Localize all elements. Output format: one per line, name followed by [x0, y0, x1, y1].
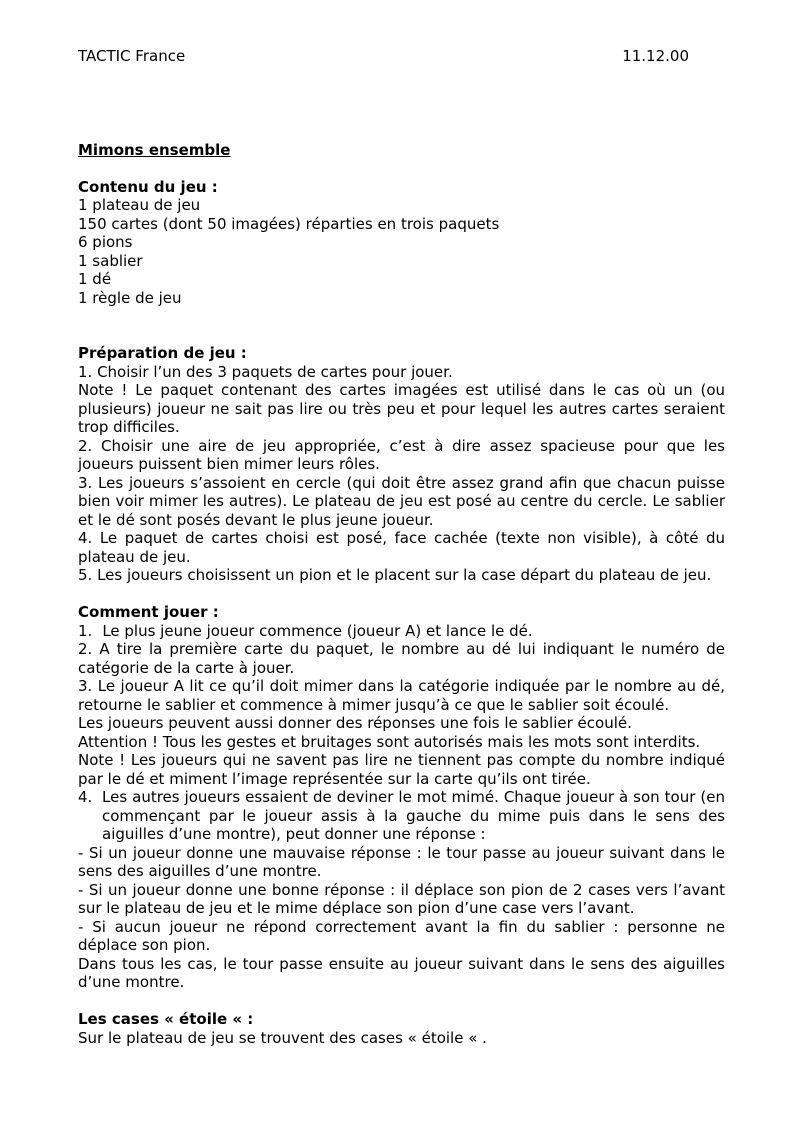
contents-item: 1 dé — [78, 270, 112, 288]
stars-text: Sur le plateau de jeu se trouvent des cases « étoile « . — [78, 1028, 487, 1047]
step-number: 1. — [78, 621, 93, 640]
preparation-paragraph: 4. Le paquet de cartes choisi est posé, face cachée (texte non visible), à côté du plateau de jeu. — [78, 529, 725, 566]
contents-item: 1 règle de jeu — [78, 288, 182, 307]
preparation-paragraph: 5. Les joueurs choisissent un pion et le placent sur la case départ du plateau de jeu. — [78, 566, 712, 584]
howto-paragraph: - Si un joueur donne une bonne réponse : il déplace son pion de 2 cases vers l’avant sur le plateau de jeu et le mime déplace son pion d’une case vers l’avant. — [78, 880, 725, 917]
preparation-paragraph: Note ! Le paquet contenant des cartes imagées est utilisé dans le cas où un (ou plusieurs) joueur ne sait pas lire ou très peu et pour lequel les autres cartes seraient trop difficiles. — [78, 381, 725, 436]
contents-item: 150 cartes (dont 50 imagées) réparties en trois paquets — [78, 214, 500, 233]
howto-paragraph: Note ! Les joueurs qui ne savent pas lire ne tiennent pas compte du nombre indiqué par le dé et miment l’image représentée sur la carte qu’ils ont tirée. — [78, 751, 725, 788]
contents-item: 1 plateau de jeu — [78, 196, 201, 214]
preparation-heading: Préparation de jeu : — [78, 344, 247, 362]
howto-heading: Comment jouer : — [78, 603, 219, 621]
contents-heading: Contenu du jeu : — [78, 177, 218, 196]
stars-heading: Les cases « étoile « : — [78, 1010, 254, 1028]
document-title: Mimons ensemble — [78, 140, 231, 159]
step-number: 4. — [78, 788, 93, 806]
document-date: 11.12.00 — [622, 47, 689, 65]
howto-step-4 — [78, 788, 725, 844]
page-header — [78, 47, 689, 66]
howto-paragraph: - Si un joueur donne une mauvaise réponse : le tour passe au joueur suivant dans le sens des aiguilles d’une montre. — [78, 843, 725, 880]
howto-paragraph: - Si aucun joueur ne répond correctement avant la fin du sablier : personne ne déplace son pion. — [78, 917, 725, 954]
howto-paragraph: Les joueurs peuvent aussi donner des réponses une fois le sablier écoulé. — [78, 714, 632, 732]
preparation-paragraph: 1. Choisir l’un des 3 paquets de cartes pour jouer. — [78, 362, 453, 381]
preparation-paragraph: 2. Choisir une aire de jeu appropriée, c’est à dire assez spacieuse pour que les joueurs puissent bien mimer leurs rôles. — [78, 436, 725, 473]
contents-item: 6 pions — [78, 233, 133, 251]
howto-paragraph: 2. A tire la première carte du paquet, le nombre au dé lui indiquant le numéro de catégorie de la carte à jouer. — [78, 640, 725, 677]
howto-paragraph: Dans tous les cas, le tour passe ensuite au joueur suivant dans le sens des aiguilles d’une montre. — [78, 954, 725, 991]
company-name: TACTIC France — [78, 47, 186, 65]
preparation-paragraph: 3. Les joueurs s’assoient en cercle (qui doit être assez grand afin que chacun puisse bien voir mimer les autres). Le plateau de jeu est posé au centre du cercle. Le sablier et le dé sont posés devant le plus jeune joueur. — [78, 473, 725, 529]
howto-paragraph: 3. Le joueur A lit ce qu’il doit mimer dans la catégorie indiquée par le nombre au dé, retourne le sablier et commence à mimer jusqu’à ce que le sablier soit écoulé. — [78, 677, 725, 714]
howto-paragraph: Attention ! Tous les gestes et bruitages sont autorisés mais les mots sont interdits. — [78, 732, 701, 751]
howto-step-1 — [78, 622, 725, 641]
step-text: Les autres joueurs essaient de deviner le mot mimé. Chaque joueur à son tour (en commençant par le joueur assis à la gauche du mime puis dans le sens des aiguilles d’une montre), peut donner une réponse : — [102, 788, 725, 843]
document-page — [78, 47, 725, 1047]
contents-item: 1 sablier — [78, 251, 143, 270]
step-text: Le plus jeune joueur commence (joueur A) et lance le dé. — [102, 621, 533, 640]
